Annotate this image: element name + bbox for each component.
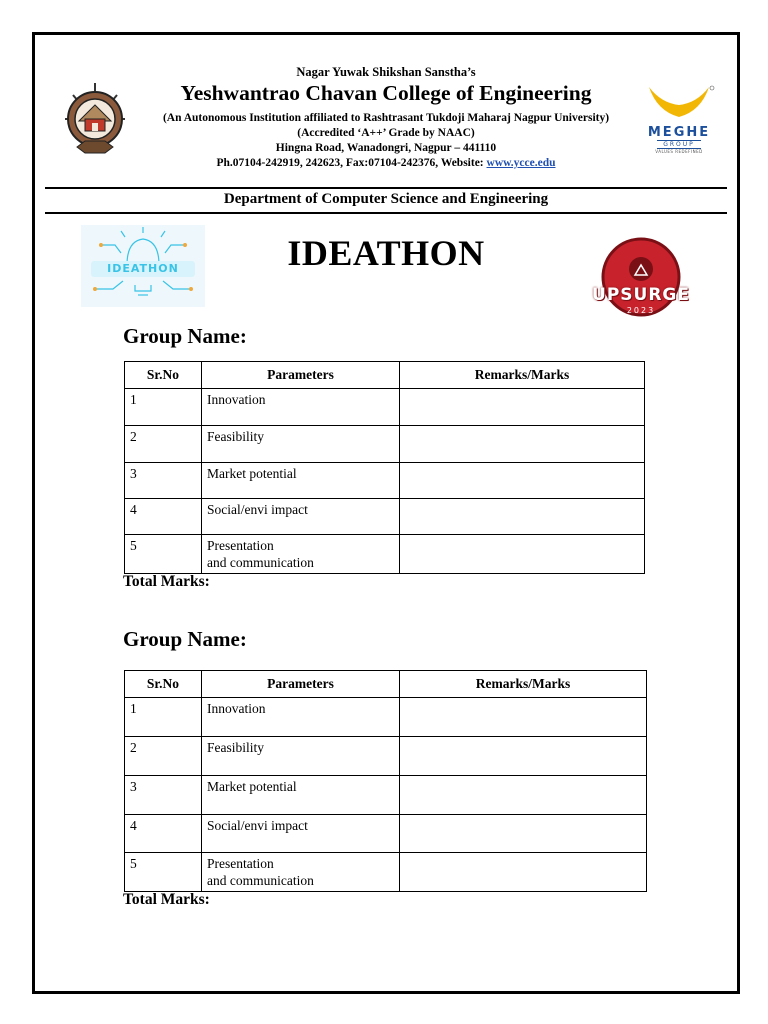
remarks-cell[interactable] [400,389,645,426]
group-name-label: Group Name: [123,627,247,651]
table-row [125,426,645,463]
meghe-logo-text: MEGHE [647,125,711,140]
parameter-line-1: Presentation [207,538,274,553]
parameter-cell: Market potential [202,463,400,499]
parameter-cell: Market potential [202,776,400,815]
table-row [125,463,645,499]
contact-text: Ph.07104-242919, 242623, Fax:07104-242376, Website: [216,157,487,169]
meghe-group-logo [643,85,715,154]
group-name-label: Group Name: [123,324,247,348]
page-frame [32,32,740,994]
header-divider [45,187,727,189]
table-row [125,853,647,892]
ideathon-logo-text: IDEATHON [107,262,179,275]
parameter-cell: Feasibility [202,426,400,463]
table-row [125,815,647,853]
table-row [125,389,645,426]
address-text: Hingna Road, Wanadongri, Nagpur – 441110 [275,142,497,154]
meghe-emblem-icon [643,85,715,121]
parameter-cell: Social/envi impact [202,815,400,853]
sr-cell: 3 [125,776,202,815]
table-row [125,499,645,535]
affiliation-text: (An Autonomous Institution affiliated to Rashtrasant Tukdoji Maharaj Nagpur University) [162,112,610,124]
contact-line [35,157,737,169]
upsurge-logo-text: UPSURGE [592,285,690,305]
website-link[interactable]: www.ycce.edu [486,157,556,169]
sr-cell: 2 [125,737,202,776]
remarks-cell[interactable] [400,463,645,499]
table-row [125,698,647,737]
remarks-cell[interactable] [400,426,645,463]
page-title: IDEATHON [287,233,485,273]
col-header-sr: Sr.No [125,362,202,389]
table-row [125,737,647,776]
remarks-cell[interactable] [400,535,645,574]
remarks-cell[interactable] [400,499,645,535]
col-header-remarks: Remarks/Marks [400,671,647,698]
parameter-cell: Innovation [202,698,400,737]
table-row [125,535,645,574]
col-header-parameters: Parameters [202,362,400,389]
upsurge-logo-year: 2023 [626,306,656,315]
accreditation-text: (Accredited ‘A++’ Grade by NAAC) [297,127,475,139]
remarks-cell[interactable] [400,776,647,815]
col-header-remarks: Remarks/Marks [400,362,645,389]
table-header-row [125,362,645,389]
evaluation-table [124,670,647,892]
sr-cell: 1 [125,389,202,426]
sr-cell: 4 [125,499,202,535]
society-name: Nagar Yuwak Shikshan Sanstha’s [296,65,476,79]
parameter-line-1: Presentation [207,856,274,871]
parameter-cell: Social/envi impact [202,499,400,535]
parameter-line-2: and communication [207,555,314,570]
sr-cell: 5 [125,853,202,892]
meghe-tagline: VALUES REDEFINED [655,149,703,154]
remarks-cell[interactable] [400,737,647,776]
remarks-cell[interactable] [400,815,647,853]
sr-cell: 5 [125,535,202,574]
remarks-cell[interactable] [400,853,647,892]
parameter-cell [202,535,400,574]
sr-cell: 4 [125,815,202,853]
parameter-cell: Feasibility [202,737,400,776]
total-marks-label: Total Marks: [123,891,210,908]
meghe-logo-sub: GROUP [657,140,701,149]
college-name: Yeshwantrao Chavan College of Engineering [180,81,592,105]
total-marks-label: Total Marks: [123,573,210,590]
remarks-cell[interactable] [400,698,647,737]
col-header-parameters: Parameters [202,671,400,698]
sr-cell: 3 [125,463,202,499]
table-row [125,776,647,815]
upsurge-logo [586,235,696,329]
parameter-line-2: and communication [207,873,314,888]
sr-cell: 2 [125,426,202,463]
table-header-row [125,671,647,698]
sr-cell: 1 [125,698,202,737]
parameter-cell [202,853,400,892]
col-header-sr: Sr.No [125,671,202,698]
department-divider [45,212,727,214]
evaluation-table [124,361,645,574]
parameter-cell: Innovation [202,389,400,426]
department-name: Department of Computer Science and Engineering [223,191,549,207]
